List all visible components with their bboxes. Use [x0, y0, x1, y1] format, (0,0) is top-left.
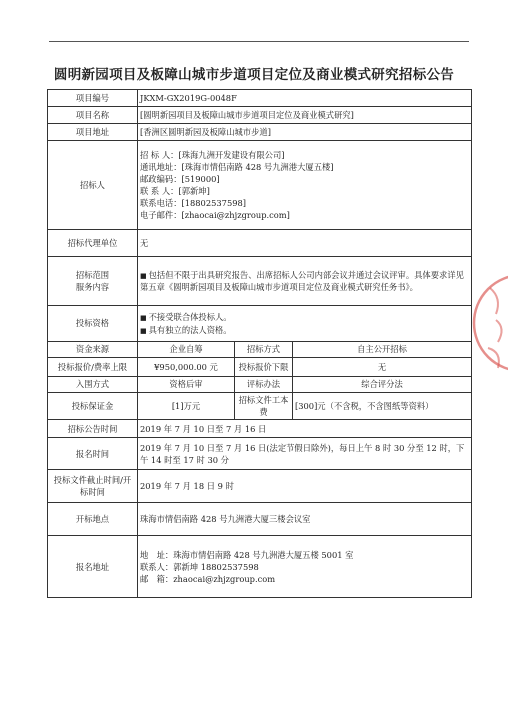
- row-project-name: [48, 107, 472, 124]
- tenderer-phone: 联系电话：[18802537598]: [140, 198, 247, 209]
- deadline-label-line1: 投标文件截止时间/开: [53, 475, 132, 486]
- square-bullet-icon: ■: [140, 271, 147, 280]
- register-address: 地 址：珠海市情侣南路 428 号九洲港大厦五楼 5001 室: [140, 549, 354, 560]
- tenderer-details: [138, 141, 472, 230]
- row-tenderer: [48, 141, 472, 230]
- register-address-label: 报名地址: [48, 536, 138, 598]
- announce-time-value: 2019 年 7 月 10 日至 7 月 16 日: [138, 420, 472, 438]
- register-contact: 联系人：郭新坤 18802537598: [140, 561, 259, 572]
- tender-method-label: 招标方式: [235, 342, 293, 358]
- qualification-items: [138, 306, 472, 342]
- row-register-address: [48, 536, 472, 598]
- deposit-value: [1]万元: [138, 393, 235, 420]
- tender-info-table: [47, 89, 472, 598]
- award-method-value: 资格后审: [138, 377, 235, 393]
- page-title: 圆明新园项目及板障山城市步道项目定位及商业模式研究招标公告: [53, 67, 455, 83]
- opening-place-value: 珠海市情侣南路 428 号九洲港大厦三楼会议室: [138, 503, 472, 536]
- project-location-label: 项目地址: [48, 124, 138, 141]
- register-email: 邮 箱：zhaocai@zhjzgroup.com: [140, 573, 276, 584]
- square-bullet-icon: ■: [140, 326, 147, 335]
- scope-value: [138, 257, 472, 306]
- deposit-label: 投标保证金: [48, 393, 138, 420]
- qualification-item: 具有独立的法人资格。: [148, 324, 232, 335]
- deadline-label: [48, 470, 138, 503]
- opening-place-label: 开标地点: [48, 503, 138, 536]
- deadline-value: 2019 年 7 月 18 日 9 时: [138, 470, 472, 503]
- scope-label: [48, 257, 138, 306]
- row-opening-place: [48, 503, 472, 536]
- price-floor-label: 投标报价下限: [235, 358, 293, 377]
- header-rule: [49, 41, 469, 42]
- scope-label-line1: 招标范围: [75, 269, 110, 280]
- row-deposit: [48, 393, 472, 420]
- qualification-label: 投标资格: [48, 306, 138, 342]
- document-fee-label: 招标文件工本费: [235, 393, 293, 420]
- row-funds: [48, 342, 472, 358]
- price-cap-value: ¥950,000.00 元: [138, 358, 235, 377]
- square-bullet-icon: ■: [140, 314, 147, 323]
- tenderer-address: 通讯地址：[珠海市情侣南路 428 号九洲港大厦五楼]: [140, 161, 334, 172]
- row-award: [48, 377, 472, 393]
- evaluation-method-value: 综合评分法: [293, 377, 472, 393]
- project-name-value: [圆明新园项目及板障山城市步道项目定位及商业模式研究]: [138, 107, 472, 124]
- register-address-details: [138, 536, 472, 598]
- row-register-time: [48, 438, 472, 470]
- row-project-no: [48, 90, 472, 107]
- tenderer-contact: 联 系 人：[郭新坤]: [140, 186, 210, 196]
- agency-label: 招标代理单位: [48, 230, 138, 257]
- project-name-label: 项目名称: [48, 107, 138, 124]
- qualification-item: 不接受联合体投标人。: [148, 312, 232, 323]
- row-price: [48, 358, 472, 377]
- scope-label-line2: 服务内容: [75, 282, 110, 292]
- register-time-text: 2019 年 7 月 10 日至 7 月 16 日(法定节假日除外)，每日上午 8 时 30 分至 12 时，下午 14 时至 17 时 30 分: [140, 442, 465, 465]
- deadline-label-line2: 标时间: [80, 487, 105, 498]
- project-location-value: [香洲区圆明新园及板障山城市步道]: [138, 124, 472, 141]
- row-announce-time: [48, 420, 472, 438]
- evaluation-method-label: 评标办法: [235, 377, 293, 393]
- register-time-value: [138, 438, 472, 470]
- funds-label: 资金来源: [48, 342, 138, 358]
- project-no-value: JKXM-GX2019G-0048F: [138, 90, 472, 107]
- agency-value: 无: [138, 230, 472, 257]
- funds-value: 企业自筹: [138, 342, 235, 358]
- tenderer-email: 电子邮件：[zhaocai@zhjzgroup.com]: [140, 210, 290, 221]
- scope-text: 包括但不限于出具研究报告、出席招标人公司内部会议并通过会议评审。具体要求详见第五章《圆明新园项目及板障山城市步道项目定位及商业模式研究任务书》。: [140, 269, 464, 293]
- price-cap-label: 投标报价/费率上限: [48, 358, 138, 377]
- announce-time-label: 招标公告时间: [48, 420, 138, 438]
- tenderer-postcode: 邮政编码：[519000]: [140, 173, 220, 184]
- award-method-label: 入围方式: [48, 377, 138, 393]
- row-project-location: [48, 124, 472, 141]
- company-seal-stamp: [470, 268, 508, 388]
- price-floor-value: 无: [293, 358, 472, 377]
- tenderer-name: 招 标 人：[珠海九洲开发建设有限公司]: [140, 149, 285, 160]
- register-time-label: 报名时间: [48, 438, 138, 470]
- tender-method-value: 自主公开招标: [293, 342, 472, 358]
- row-scope: [48, 257, 472, 306]
- project-no-label: 项目编号: [48, 90, 138, 107]
- row-qualification: [48, 306, 472, 342]
- row-agency: [48, 230, 472, 257]
- row-deadline: [48, 470, 472, 503]
- document-fee-value: [300]元（不含税，不含图纸等资料）: [293, 393, 472, 420]
- tenderer-label: 招标人: [48, 141, 138, 230]
